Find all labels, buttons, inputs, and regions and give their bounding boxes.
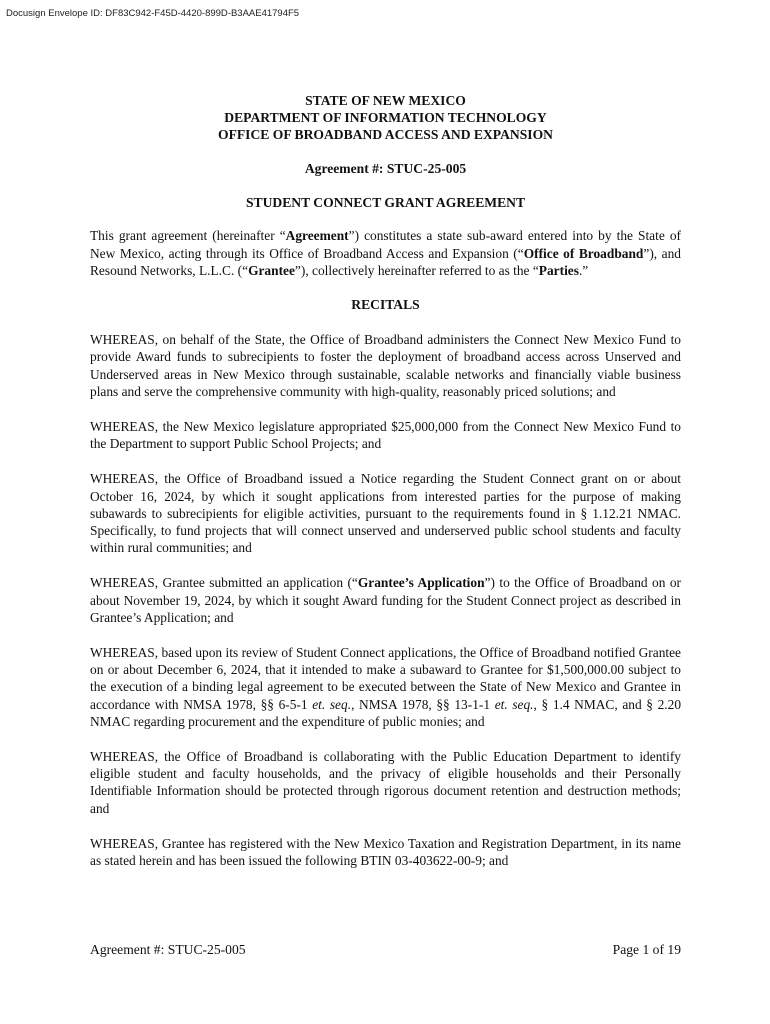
header-state: STATE OF NEW MEXICO (305, 93, 466, 108)
footer-agreement-number: Agreement #: STUC-25-005 (90, 942, 246, 957)
intro-paragraph: This grant agreement (hereinafter “Agreement”) constitutes a state sub-award entered into by the State of New Mexico, acting through its Office of Broadband Access and Expansion (“Office of Broadband”), and Resound Networks, L.L.C. (“Grantee”), collectively hereinafter referred to as the “Parties.” (90, 228, 681, 278)
recital-5: WHEREAS, based upon its review of Student Connect applications, the Office of Broadband notified Grantee on or about December 6, 2024, that it intended to make a subaward to Grantee for $1,500,000.00 subject to the execution of a binding legal agreement to be executed between the State of New Mexico and Grantee in accordance with NMSA 1978, §§ 6-5-1 et. seq., NMSA 1978, §§ 13-1-1 et. seq., § 1.4 NMAC, and § 2.20 NMAC regarding procurement and the expenditure of public monies; and (90, 645, 682, 729)
header-department: DEPARTMENT OF INFORMATION TECHNOLOGY (224, 110, 547, 125)
footer-page-number: Page 1 of 19 (612, 942, 681, 957)
header-office: OFFICE OF BROADBAND ACCESS AND EXPANSION (218, 127, 553, 142)
envelope-id: Docusign Envelope ID: DF83C942-F45D-4420-899D-B3AAE41794F5 (6, 8, 300, 19)
recital-7: WHEREAS, Grantee has registered with the New Mexico Taxation and Registration Department, in its name as stated herein and has been issued the following BTIN 03-403622-00-9; and (90, 835, 681, 869)
document-page (90, 92, 681, 869)
recital-1: WHEREAS, on behalf of the State, the Office of Broadband administers the Connect New Mexico Fund to provide Award funds to subrecipients to foster the deployment of broadband access across Unserved and Underserved areas in New Mexico through sustainable, scalable networks and financially viable business plans and serve the comprehensive community with high-quality, reasonably priced solutions; and (90, 332, 681, 399)
recitals-heading: RECITALS (351, 297, 420, 313)
recital-2: WHEREAS, the New Mexico legislature appropriated $25,000,000 from the Connect New Mexico Fund to the Department to support Public School Projects; and (90, 419, 681, 452)
agreement-title: STUDENT CONNECT GRANT AGREEMENT (245, 195, 526, 211)
recital-6: WHEREAS, the Office of Broadband is collaborating with the Public Education Department to identify eligible student and faculty households, and the privacy of eligible households and their Personally Identifiable Information should be protected through rigorous document retention and destruction methods; and (90, 749, 681, 816)
recital-4: WHEREAS, Grantee submitted an application (“Grantee’s Application”) to the Office of Broadband on or about November 19, 2024, by which it sought Award funding for the Student Connect project as described in Grantee’s Application; and (90, 575, 681, 625)
agreement-number: Agreement #: STUC-25-005 (304, 161, 467, 176)
recital-3: WHEREAS, the Office of Broadband issued a Notice regarding the Student Connect grant on or about October 16, 2024, by which it sought applications from interested parties for the purpose of making subawards to subrecipients for eligible activities, pursuant to the requirements found in § 1.12.21 NMAC. Specifically, to fund projects that will connect unserved and underserved public school students and faculty within rural communities; and (90, 471, 681, 556)
